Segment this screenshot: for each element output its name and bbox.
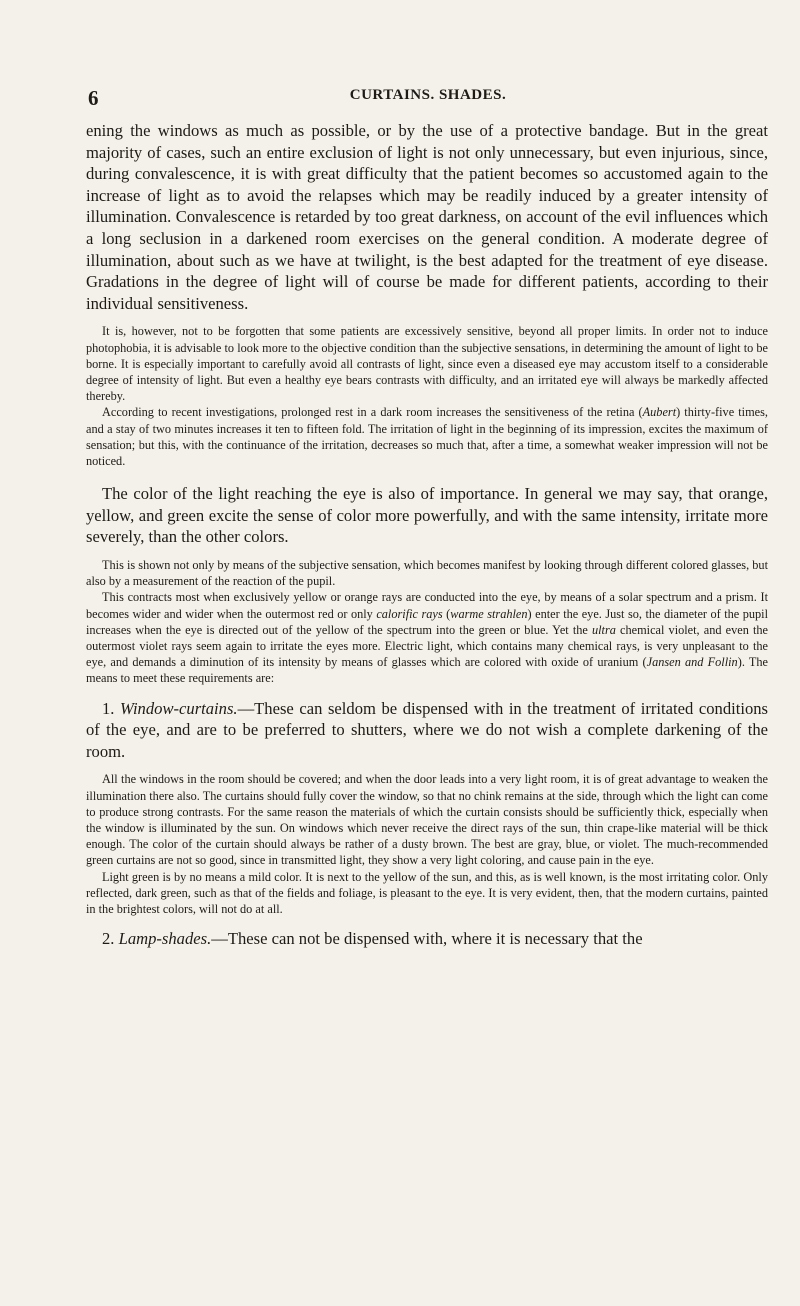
- paragraph-subjective-sensation: This is shown not only by means of the subjective sensation, which becomes manifest by looking through different colored glasses, but also by a measurement of the reaction of the pupil.: [86, 557, 768, 589]
- page-body: [86, 120, 768, 950]
- text-run: (: [442, 606, 451, 621]
- paragraph-pupil-contraction: [86, 589, 768, 686]
- section-window-curtains: [86, 698, 768, 763]
- text-run: According to recent investigations, prolonged rest in a dark room increases the sensitiveness of the retina (: [102, 405, 643, 420]
- text-run: chemical violet, and even the outermost violet rays seem again to irritate the eyes more. Electric light, which contains many chemical rays, is very unpleasant to the eye, and demands a diminution of its intensity by means of glasses which are colored with oxide of uranium (: [86, 622, 768, 670]
- text-run: ) thirty-five times, and a stay of two minutes increases it ten to fifteen fold. The irritation of light in the beginning of its impression, excites the maximum of sensation; but this, with the continuance of the irritation, decreases so much that, after a time, a somewhat weaker impression will not be noticed.: [86, 405, 768, 468]
- paragraph-color-of-light: The color of the light reaching the eye is also of importance. In general we may say, that orange, yellow, and green excite the sense of color more powerfully, and with the same intensity, irritate more severely, than the other colors.: [86, 484, 768, 547]
- italic-calorific-rays: calorific rays: [376, 606, 443, 621]
- section-lamp-shades: [86, 928, 768, 950]
- section-heading-window-curtains: Window-curtains.: [120, 698, 238, 718]
- paragraph-light-green: Light green is by no means a mild color. It is next to the yellow of the sun, and this, as is well known, is the most irritating color. Only reflected, dark green, such as that of the fields and foliage, is pleasant to the eye. It is very evident, then, that the modern curtains, painted in the brightest colors, will not do at all.: [86, 869, 768, 916]
- section-heading-lamp-shades: Lamp-shades.: [118, 929, 212, 949]
- paragraph-bandage: ening the windows as much as possible, or by the use of a protective bandage. But in the great majority of cases, such an entire exclusion of light is not only unnecessary, but even injurious, since, during convalescence, it is with great difficulty that the patient becomes so accustomed again to the increase of light as to avoid the relapses which may be readily induced by a greater intensity of illumination. Convalescence is retarded by too great darkness, on account of the evil influences which a long seclusion in a darkened room exercises on the general condition. A moderate degree of illumination, about such as we have at twilight, is the best adapted for the treatment of eye disease. Gradations in the degree of light will of course be made for different patients, according to their individual sensitiveness.: [86, 121, 768, 313]
- section-number: 1.: [102, 698, 121, 718]
- italic-warme-strahlen: warme strahlen: [450, 606, 528, 621]
- text-run: ) enter the eye. Just so, the diameter of the pupil increases when the eye is directed out of the yellow of the spectrum into the green or blue. Yet the: [86, 606, 769, 637]
- page-number: 6: [88, 86, 99, 110]
- italic-ultra: ultra: [591, 622, 616, 637]
- text-run: —These can seldom be dispensed with in the treatment of irritated conditions of the eye, and are to be preferred to shutters, where we do not wish a complete darkening of the room.: [86, 698, 769, 761]
- paragraph-retina-sensitiveness: [86, 404, 768, 469]
- running-title: CURTAINS. SHADES.: [349, 87, 507, 103]
- page-header: [88, 86, 768, 110]
- paragraph-curtain-coverage: All the windows in the room should be covered; and when the door leads into a very light room, it is of great advantage to weaken the illumination there also. The curtains should fully cover the window, so that no chink remains at the side, through which the light can come to produce strong contrasts. For the same reason the materials of which the curtain consists should be sufficiently thick, especially when the window is illuminated by the sun. On windows which never receive the direct rays of the sun, thin crape-like material will be thick enough. The color of the curtain should always be rather of a dusty brown. The best are gray, blue, or violet. The much-recommended green curtains are not so good, since in transmitted light, they show a very light coloring, and cause pain in the eye.: [86, 772, 768, 868]
- text-run: —These can not be dispensed with, where it is necessary that the: [211, 929, 643, 949]
- text-run: This contracts most when exclusively yellow or orange rays are conducted into the eye, by means of a solar spectrum and a prism. It becomes wider and wider when the outermost red or only: [86, 590, 768, 621]
- citation-aubert: Aubert: [642, 405, 677, 420]
- section-number: 2.: [102, 929, 119, 949]
- text-run: ). The means to meet these requirements are:: [86, 655, 769, 686]
- paragraph-sensitive-patients: It is, however, not to be forgotten that some patients are excessively sensitive, beyond all proper limits. In order not to induce photophobia, it is advisable to look more to the objective condition than the subjective sensations, in determining the amount of light to be borne. It is especially important to carefully avoid all contrasts of light, since even a diseased eye may accustom itself to a considerable degree of intensity of light. But even a healthy eye bears contrasts with difficulty, and an irritated eye will always be markedly affected thereby.: [86, 324, 768, 404]
- citation-jansen-follin: Jansen and Follin: [646, 655, 738, 670]
